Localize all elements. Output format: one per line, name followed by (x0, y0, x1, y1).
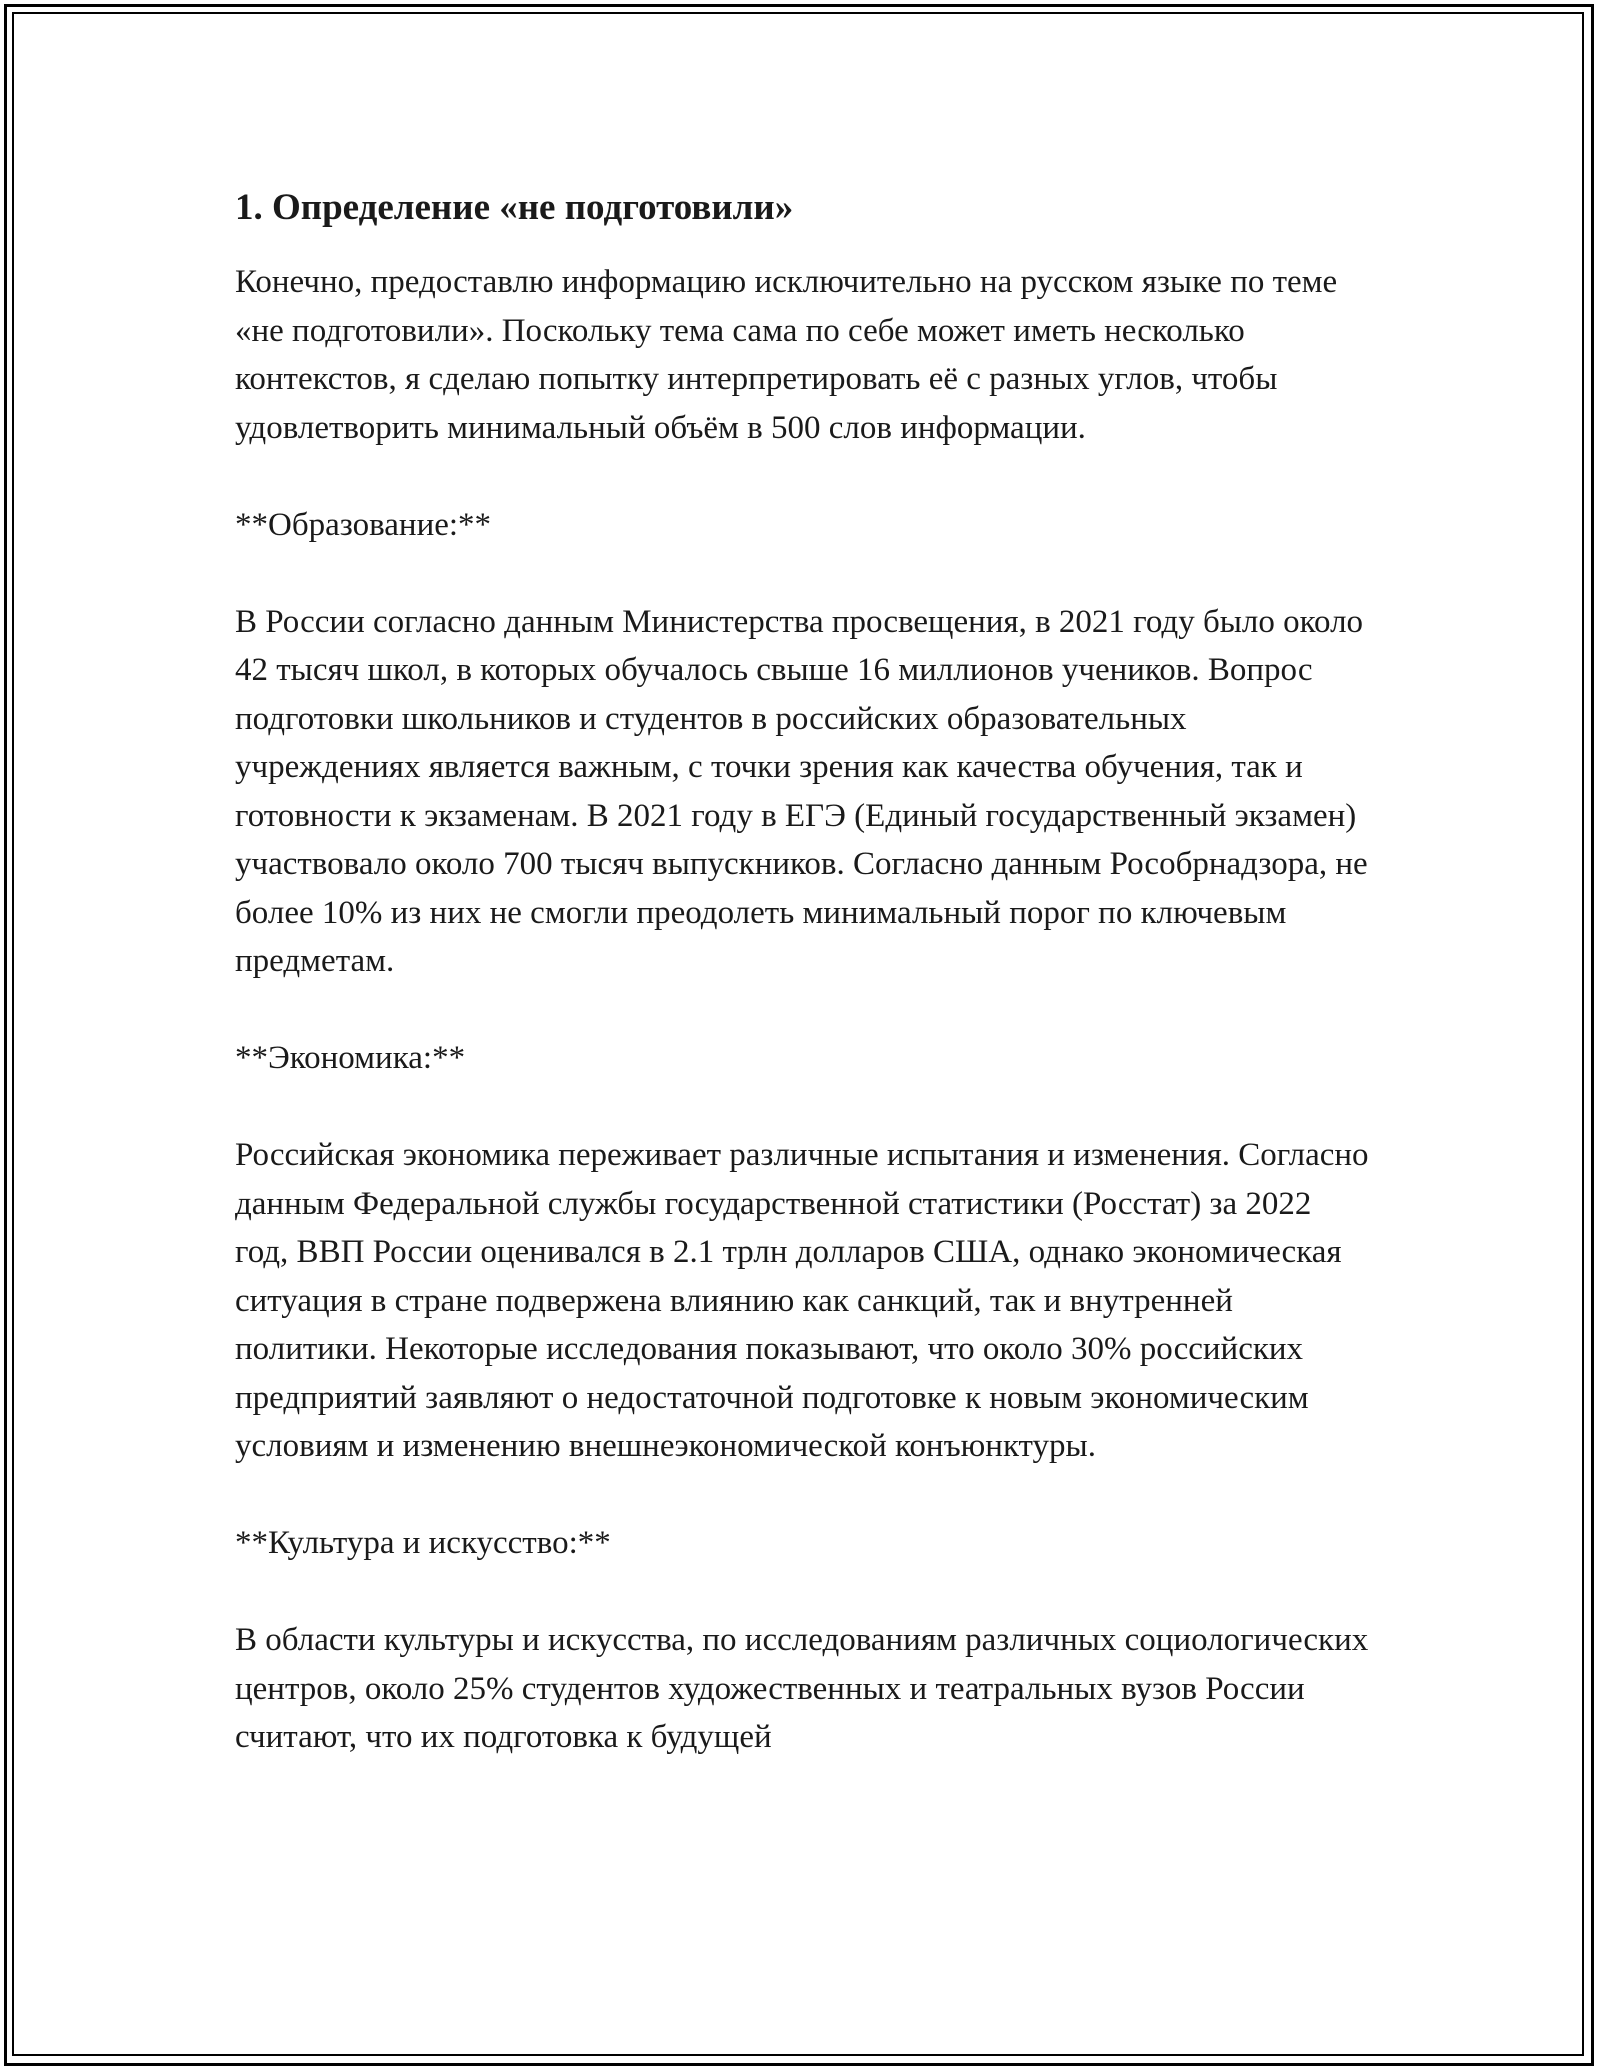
intro-paragraph: Конечно, предоставлю информацию исключительно на русском языке по теме «не подготовили». Поскольку тема сама по себе может иметь несколько контекстов, я сделаю попытку интерпретировать её с разных углов, чтобы удовлетворить минимальный объём в 500 слов информации. (235, 264, 1338, 446)
education-subheading: **Образование:** (235, 506, 492, 543)
culture-subheading: **Культура и искусство:** (235, 1525, 611, 1561)
section-heading: 1. Определение «не подготовили» (235, 187, 794, 228)
economy-subheading: **Экономика:** (235, 1040, 466, 1076)
economy-paragraph: Российская экономика переживает различные испытания и изменения. Согласно данным Федеральной службы государственной статистики (Росстат) за 2022 год, ВВП России оценивался в 2.1 трлн долларов США, однако экономическая ситуация в стране подвержена влиянию как санкций, так и внутренней политики. Некоторые исследования показывают, что около 30% российских предприятий заявляют о недостаточной подготовке к новым экономическим условиям и изменению внешнеэкономической конъюнктуры. (235, 1137, 1369, 1464)
education-paragraph: В России согласно данным Министерства просвещения, в 2021 году было около 42 тысяч школ, в которых обучалось свыше 16 миллионов учеников. Вопрос подготовки школьников и студентов в российских образовательных учреждениях является важным, с точки зрения как качества обучения, так и готовности к экзаменам. В 2021 году в ЕГЭ (Единый государственный экзамен) участвовало около 700 тысяч выпускников. Согласно данным Рособрнадзора, не более 10% из них не смогли преодолеть минимальный порог по ключевым предметам. (235, 603, 1368, 979)
culture-paragraph: В области культуры и искусства, по исследованиям различных социологических центров, около 25% студентов художественных и театральных вузов России считают, что их подготовка к будущей (235, 1622, 1369, 1755)
document-body (235, 184, 1370, 1810)
